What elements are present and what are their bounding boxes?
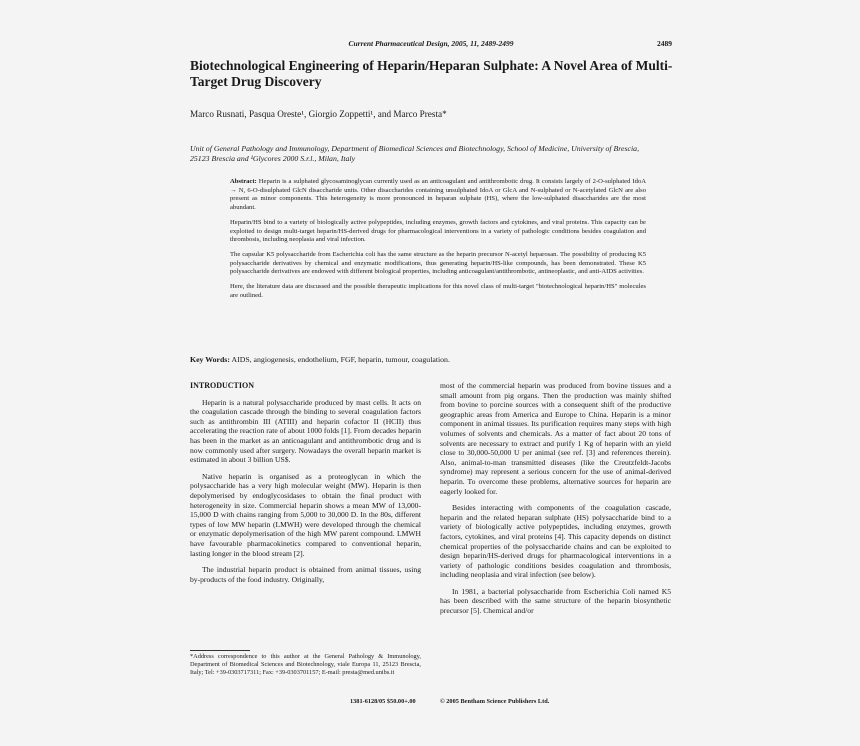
- page-number: 2489: [657, 39, 672, 48]
- keywords-text: AIDS, angiogenesis, endothelium, FGF, heparin, tumour, coagulation.: [231, 355, 450, 364]
- abstract-paragraph: [230, 178, 646, 213]
- paper-title: Biotechnological Engineering of Heparin/Heparan Sulphate: A Novel Area of Multi-Target Drug Discovery: [190, 58, 673, 89]
- copyright: © 2005 Bentham Science Publishers Ltd.: [440, 698, 550, 705]
- body-paragraph: Native heparin is organised as a proteoglycan in which the polysaccharide has a very high molecular weight (MW). Heparin is then depolymerised by endoglycosidases to obtain the final product with heterogeneity in size. Commercial heparin shows a mean MW of 13,000-15,000 D with chains ranging from 5,000 to 30,000 D. In the 80s, different types of low MW heparin (LMWH) were developed through the chemical or enzymatic depolymerisation of the high MW parent compound. LMWH have favourable pharmacokinetics compared to conventional heparin, lasting longer in the blood stream [2].: [190, 471, 421, 558]
- section-heading-introduction: INTRODUCTION: [190, 381, 255, 390]
- left-column: [190, 381, 421, 591]
- abstract-paragraph: Here, the literature data are discussed and the possible therapeutic implications for this novel class of multi-target "biotechnological heparin/HS" molecules are outlined.: [230, 283, 646, 299]
- author-list: Marco Rusnati, Pasqua Oreste¹, Giorgio Zoppetti¹, and Marco Presta*: [190, 109, 447, 119]
- body-paragraph: Heparin is a natural polysaccharide produced by mast cells. It acts on the coagulation cascade through the binding to several coagulation factors such as antithrombin III (ATIII) and heparin cofactor II (HCII) thus accelerating the reaction rate of about 1000 folds [1]. From decades heparin has been in the market as an anticoagulant and antithrombotic drug and is now commonly used after surgery. Nowadays the overall heparin market is estimated in about 3 billion US$.: [190, 397, 421, 465]
- correspondence-footnote: *Address correspondence to this author at the General Pathology & Immunology, Department of Biomedical Sciences and Biotechnology, viale Europa 11, 25123 Brescia, Italy; Tel: +39-0303717311; Fax: +39-0303701157; E-mail: presta@med.unibs.it: [190, 653, 421, 677]
- body-paragraph: In 1981, a bacterial polysaccharide from Escherichia Coli named K5 has been described with the same structure of the heparin biosynthetic precursor [5]. Chemical and/or: [440, 586, 671, 616]
- body-paragraph: Besides interacting with components of the coagulation cascade, heparin and the related heparan sulphate (HS) polysaccharide bind to a variety of biologically active polypeptides, including enzymes, growth factors, cytokines, and viral proteins [4]. This capacity depends on distinct chemical properties of the polysaccharide chains and can be exploited to design heparin/HS-derived drugs for pharmacological interventions in a variety of pathologic conditions besides coagulation and thrombosis, including neoplasia and viral infection (see below).: [440, 503, 671, 580]
- keywords-label: Key Words:: [190, 355, 230, 364]
- journal-citation: Current Pharmaceutical Design, 2005, 11, 2489-2499: [348, 39, 514, 48]
- abstract-block: [230, 178, 646, 306]
- abstract-text: Heparin is a sulphated glycosaminoglycan currently used as an anticoagulant and antithrombotic drug. It consists largely of 2-O-sulphated IdoA → N, 6-O-disulphated GlcN disaccharide units. Other disaccharides containing unsulphated IdoA or GlcA and N-sulphated or N-acetylated GlcN are also present as minor components. This heterogeneity is more pronounced in heparan sulphate (HS), where the low-sulphated disaccharides are the most abundant.: [230, 178, 646, 212]
- abstract-paragraph: The capsular K5 polysaccharide from Escherichia coli has the same structure as the heparin precursor N-acetyl heparosan. The possibility of producing K5 polysaccharide derivatives by chemical and enzymatic modifications, thus generating heparin/HS-like compounds, has been demonstrated. These K5 polysaccharide derivatives are endowed with different biological properties, including anticoagulant/antithrombotic, antineoplastic, and anti-AIDS activities.: [230, 250, 646, 276]
- abstract-paragraph: Heparin/HS bind to a variety of biologically active polypeptides, including enzymes, growth factors and cytokines, and viral proteins. This capacity can be exploited to design multi-target heparin/HS-derived drugs for pharmacological interventions in a variety of pathologic conditions besides coagulation and thrombosis, including neoplasia and viral infection.: [230, 218, 646, 244]
- body-paragraph: most of the commercial heparin was produced from bovine tissues and a small amount from pig organs. Then the production was mainly shifted from bovine to porcine sources with a consequent shift of the productive geographic areas from America and Europe to China. Heparin is a minor component in animal tissues. Its purification requires many steps with high volumes of solvents and chemicals. As a matter of fact about 20 tons of solvents are necessary to extract and purify 1 Kg of heparin with an yield close to 30,000-50,000 U per animal (see ref. [3] and references therein). Also, animal-to-man transmitted diseases (like the Creutzfeldt-Jacobs syndrome) may represent a serious concern for the use of animal-derived heparin. To overcome these problems, alternative sources for heparin are eagerly looked for.: [440, 381, 671, 496]
- running-header: [190, 39, 672, 53]
- abstract-label: Abstract:: [230, 178, 257, 185]
- affiliation: Unit of General Pathology and Immunology, Department of Biomedical Sciences and Biotechnology, School of Medicine, University of Brescia, 25123 Brescia and ¹Glycores 2000 S.r.l., Milan, Italy: [190, 144, 640, 163]
- footnote-divider: [190, 650, 250, 651]
- issn-price: 1381-6128/05 $50.00+.00: [350, 698, 416, 705]
- keywords: [190, 355, 670, 364]
- right-column: [440, 381, 671, 623]
- body-paragraph: The industrial heparin product is obtained from animal tissues, using by-products of the food industry. Originally,: [190, 565, 421, 584]
